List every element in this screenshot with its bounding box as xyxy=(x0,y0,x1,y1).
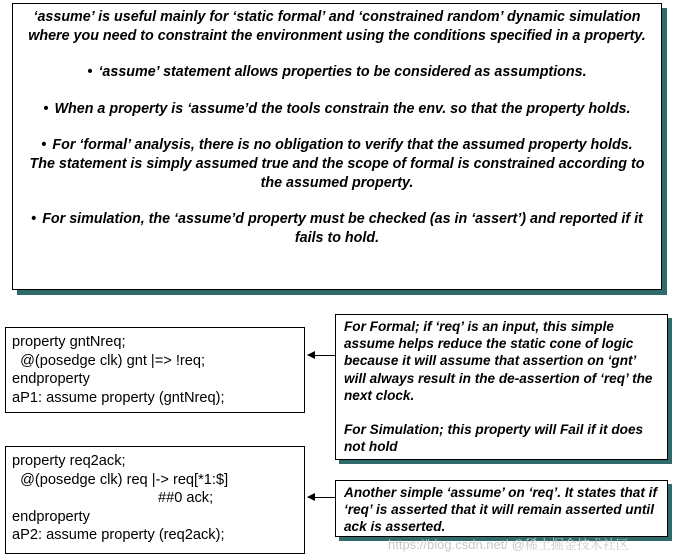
code-line: @(posedge clk) req |-> req[*1:$] xyxy=(12,471,229,488)
code-line: aP1: assume property (gntNreq); xyxy=(12,389,225,406)
note-paragraph: Another simple ‘assume’ on ‘req’. It states that if ‘req’ is asserted that it will remain asserted until ack is asserted. xyxy=(344,485,657,535)
bullet-icon: • xyxy=(43,100,49,117)
code-line: property gntNreq; xyxy=(12,334,126,350)
code-line: endproperty xyxy=(12,371,90,387)
bullet-icon: • xyxy=(31,211,37,228)
assume-overview-box xyxy=(12,3,662,290)
code-line: endproperty xyxy=(12,508,90,525)
bullet-item xyxy=(27,100,647,119)
note-paragraph: For Formal; if ‘req’ is an input, this simple assume helps reduce the static cone of logic because it will assume that assertion on ‘gnt’ will always result in the de-assertion of ‘req’ the next clock. xyxy=(344,319,653,403)
bullet-text: ‘assume’ statement allows properties to be considered as assumptions. xyxy=(98,64,587,81)
watermark: https://blog.csdn.net/ @稀土掘金技术社区 xyxy=(388,537,629,552)
note-req-assume xyxy=(335,480,668,537)
bullet-text: For simulation, the ‘assume’d property must be checked (as in ‘assert’) and reported if it fails to hold. xyxy=(42,211,643,246)
note-formal-simulation xyxy=(335,314,668,460)
arrow-left-icon xyxy=(308,355,335,356)
note-paragraph: For Simulation; this property will Fail if it does not hold xyxy=(344,422,644,455)
code-line: aP2: assume property (req2ack); xyxy=(12,527,225,543)
bullet-text: When a property is ‘assume’d the tools constrain the env. so that the property holds. xyxy=(54,100,631,117)
code-line: property req2ack; xyxy=(12,453,126,469)
code-block-req2ack xyxy=(5,446,305,554)
intro-text: ‘assume’ is useful mainly for ‘static formal’ and ‘constrained random’ dynamic simulation where you need to constraint the environment using the conditions specified in a property. xyxy=(28,9,646,44)
code-block-gntNreq xyxy=(5,327,305,413)
bullet-item xyxy=(27,63,647,82)
bullet-item xyxy=(27,136,647,192)
bullet-icon: • xyxy=(87,64,93,81)
bullet-icon: • xyxy=(41,137,47,154)
bullet-item xyxy=(27,210,647,247)
code-line: ##0 ack; xyxy=(12,490,214,506)
bullet-text: For ‘formal’ analysis, there is no obligation to verify that the assumed property holds. The statement is simply assumed true and the scope of formal is constrained according to the assumed property. xyxy=(29,137,645,191)
code-line: @(posedge clk) gnt |=> !req; xyxy=(12,352,206,369)
arrow-left-icon xyxy=(308,497,335,498)
